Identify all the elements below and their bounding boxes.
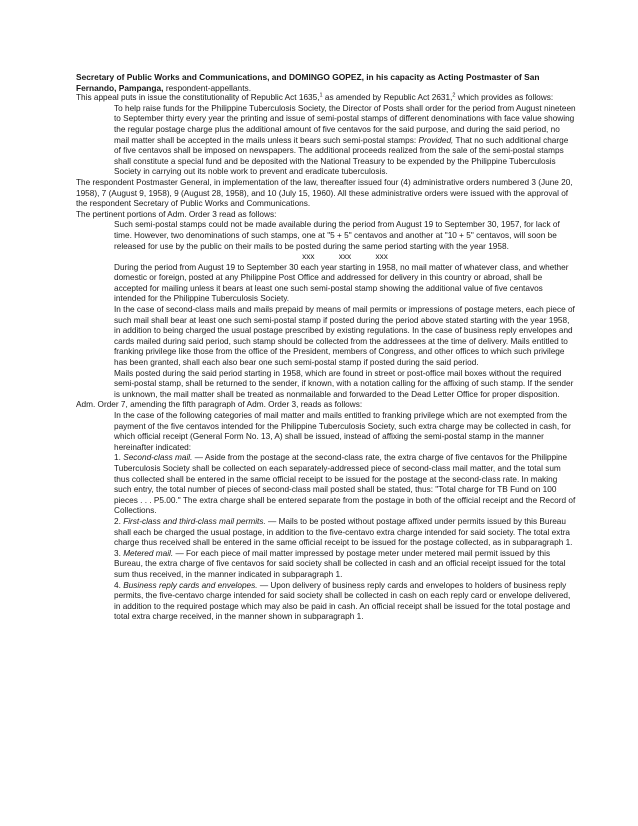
statute-quote-proviso: Provided, <box>418 135 454 145</box>
intro-paragraph <box>76 93 576 104</box>
item-title: Business reply cards and envelopes. <box>123 580 258 590</box>
order3-paragraph-2: During the period from August 19 to September 30 each year starting in 1958, no mail matter of whatever class, and whether domestic or foreign, posted at any Philippine Post Office and addressed for delivery in this country or abroad, shall be accepted for mailing unless it bears at least one such semi-postal stamp showing the additional value of five centavos intended for the Philippine Tuberculosis Society. <box>114 262 569 304</box>
parties-heading-rest: respondent-appellants. <box>163 82 252 93</box>
statute-quote-text-2: That no such additional charge of five centavos shall be imposed on newspapers. The additional proceeds realized from the sale of the semi-postal stamps shall constitute a special fund and be deposited with the National Treasury to be expended by the Philippine Tuberculosis Society in carrying out its noble work to prevent and eradicate tuberculosis. <box>114 135 569 177</box>
item-number: 2. <box>114 516 124 526</box>
intro-text-2: as amended by Republic Act 2631, <box>322 93 453 103</box>
statute-quote-text-1: To help raise funds for the Philippine Tuberculosis Society, the Director of Posts shall order for the period from August nineteen to September thirty every year the printing and issue of semi-postal stamps of different denominations with face value showing the regular postage charge plus the additional amount of five centavos for the said purpose, and during the said period, no mail matter shall be accepted in the mails unless it bears such semi-postal stamps: <box>114 103 576 145</box>
item-number: 3. <box>114 548 124 558</box>
intro-text-3: which provides as follows: <box>455 93 554 103</box>
document-body <box>76 72 576 623</box>
order3-paragraph-1: Such semi-postal stamps could not be made available during the period from August 19 to September 30, 1957, for lack of time. However, two denominations of such stamps, one at "5 + 5" centavos and another at "10 + 5" centavos, will soon be released for use by the public on their mails to be posted during the same period starting with the year 1958. <box>114 220 560 251</box>
item-title: Metered mail. <box>123 548 174 558</box>
order3-paragraph-4: Mails posted during the said period starting in 1958, which are found in street or post-office mail boxes without the required semi-postal stamp, shall be returned to the sender, if known, with a notation calling for the affixing of such stamp. If the sender is unknown, the mail matter shall be treated as nonmailable and forwarded to the Dead Letter Office for proper disposition. <box>114 368 574 399</box>
item-title: Second-class mail. <box>123 453 193 463</box>
item-text: — Mails to be posted without postage affixed under permits issued by this Bureau shall each be charged the usual postage, in addition to the five-centavo extra charge intended for said society. The total extra charge thus received shall be entered in the same official receipt to be issued for the postage collected, as in subparagraph 1. <box>114 516 573 548</box>
pertinent-portions-paragraph: The pertinent portions of Adm. Order 3 read as follows: <box>76 209 277 219</box>
item-number: 4. <box>114 580 124 590</box>
footnote-ref-1[interactable]: 1 <box>319 92 323 99</box>
order7-item-3 <box>76 549 576 581</box>
order7-item-4 <box>76 581 576 623</box>
item-title: First-class and third-class mail permits. <box>123 516 266 526</box>
item-text: — For each piece of mail matter impressed by postage meter under metered mail permit issued by this Bureau, the extra charge of five centavos for said society shall be collected in cash and an official receipt issued for the total sum thus received, in the manner indicated in subparagraph 1. <box>114 548 566 579</box>
item-number: 1. <box>114 453 124 463</box>
footnote-ref-2[interactable]: 2 <box>452 92 456 99</box>
admin-orders-paragraph: The respondent Postmaster General, in implementation of the law, thereafter issued four (4) administrative orders numbered 3 (June 20, 1958), 7 (August 9, 1958), 9 (August 28, 1958), and 10 (July 15, 1960). All these administrative orders were issued with the approval of the respondent Secretary of Public Works and Communications. <box>76 177 573 209</box>
order7-intro-paragraph: Adm. Order 7, amending the fifth paragraph of Adm. Order 3, reads as follows: <box>76 400 363 410</box>
order7-item-1 <box>76 453 576 517</box>
order7-item-2 <box>76 517 576 549</box>
parties-heading <box>76 72 576 93</box>
order3-paragraph-3: In the case of second-class mails and mails prepaid by means of mail permits or impressions of postage meters, each piece of such mail shall bear at least one such semi-postal stamp if posted during the period above stated starting with the year 1958, in addition to being charged the usual postage prescribed by existing regulations. In the case of business reply envelopes and cards mailed during said period, such stamp should be collected from the addressees at the time of delivery. Mails entitled to franking privilege like those from the office of the President, members of Congress, and other offices to which such privilege has been granted, shall each also bear one such semi-postal stamp if posted during the said period. <box>114 305 575 368</box>
omission-marker: xxx xxx xxx <box>302 252 388 262</box>
intro-text-1: This appeal puts in issue the constitutionality of Republic Act 1635, <box>76 93 320 103</box>
order7-paragraph-1: In the case of the following categories of mail matter and mails entitled to franking privilege which are not exempted from the payment of the five centavos intended for the Philippine Tuberculosis Society, such extra charge may be collected in cash, for which official receipt (General Form No. 13, A) shall be issued, instead of affixing the semi-postal stamp in the manner hereinafter indicated: <box>114 411 572 452</box>
item-text: — Upon delivery of business reply cards and envelopes to holders of business reply permits, the five-centavo charge intended for said society shall be collected in cash on each reply card or envelope delivered, in addition to the required postage which may also be paid in cash. An official receipt shall be issued for the total postage and total extra charge received, in the manner shown in subparagraph 1. <box>114 580 571 622</box>
item-text: — Aside from the postage at the second-class rate, the extra charge of five centavos for the Philippine Tuberculosis Society shall be collected on each separately-addressed piece of second-class mail matter, and the total sum thus collected shall be entered in the same official receipt to be issued for the postage at the second-class rate. In making such entry, the total number of pieces of second-class mail posted shall be stated, thus: "Total charge for TB Fund on 100 pieces . . . P5.00." The extra charge shall be entered separate from the postage in both of the official receipt and the Record of Collections. <box>114 453 576 516</box>
statute-quote <box>76 104 576 178</box>
parties-heading-bold: Secretary of Public Works and Communications, and DOMINGO GOPEZ, in his capacity as Acting Postmaster of San Fernando, Pampanga, <box>76 72 540 93</box>
